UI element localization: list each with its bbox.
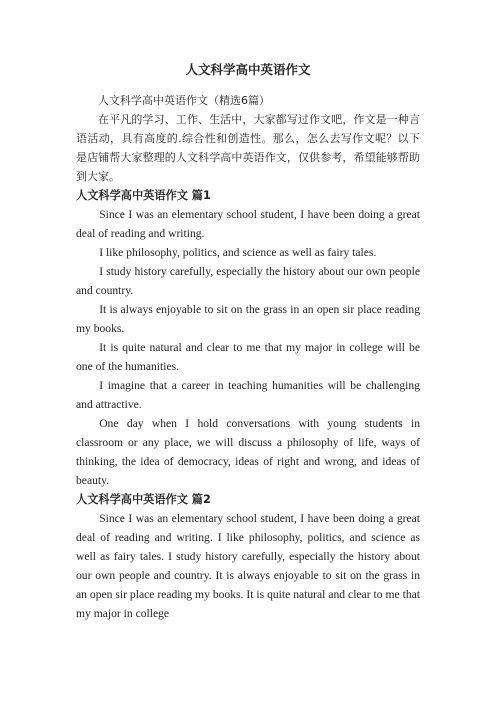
intro-paragraph: 在平凡的学习、工作、生活中，大家都写过作文吧，作文是一种言语活动，具有高度的.综合性和创造性。那么，怎么去写作文呢？以下是店铺帮大家整理的人文科学高中英语作文，仅供参考，希望能够帮助到大家。: [76, 113, 420, 183]
paragraph: Since I was an elementary school student, I have been doing a great deal of reading and writing. I like philosophy, politics, and science as well as fairy tales. I study history carefully, especially the history about our own people and country. It is always enjoyable to sit on the grass in an open sir place reading my books. It is quite natural and clear to me that my major in college: [76, 512, 420, 620]
paragraph: Since I was an elementary school student, I have been doing a great deal of reading and writing.: [76, 208, 420, 240]
section-heading: 人文科学高中英语作文 篇2: [76, 493, 211, 506]
essay-section-2: [76, 490, 420, 623]
section-heading: 人文科学高中英语作文 篇1: [76, 189, 211, 202]
paragraph: I study history carefully, especially the history about our own people and country.: [76, 265, 420, 297]
intro-subtitle: 人文科学高中英语作文（精选6篇）: [98, 94, 270, 107]
essay-section-1: [76, 186, 420, 490]
paragraph: I imagine that a career in teaching humanities will be challenging and attractive.: [76, 379, 420, 411]
document-title: 人文科学高中英语作文: [185, 62, 311, 77]
paragraph: One day when I hold conversations with young students in classroom or any place, we will discuss a philosophy of life, ways of thinking, the idea of democracy, ideas of right and wrong, and ideas of beauty.: [76, 417, 420, 487]
paragraph: It is always enjoyable to sit on the grass in an open sir place reading my books.: [76, 303, 420, 335]
paragraph: I like philosophy, politics, and science as well as fairy tales.: [99, 246, 377, 259]
paragraph: It is quite natural and clear to me that my major in college will be one of the humanities.: [76, 341, 420, 373]
